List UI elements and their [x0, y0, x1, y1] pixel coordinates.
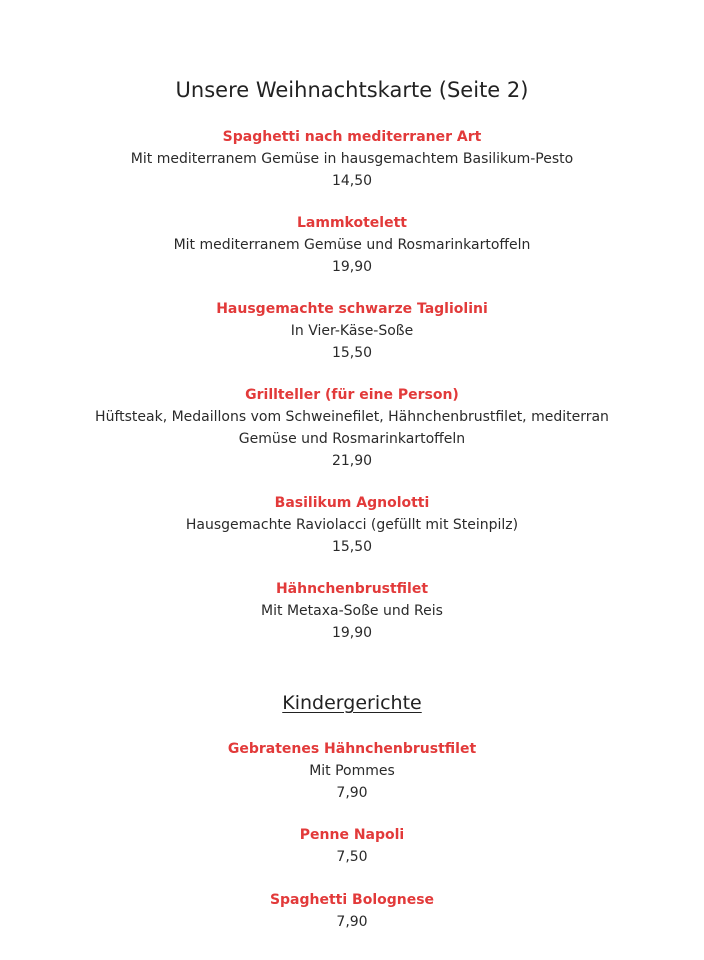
item-price: 7,90: [336, 785, 368, 801]
item-description: Mit mediterranem Gemüse und Rosmarinkartoffeln: [173, 237, 531, 253]
item-description: Mit mediterranem Gemüse in hausgemachtem Basilikum-Pesto: [130, 151, 574, 167]
item-price: 19,90: [331, 625, 373, 641]
item-price: 15,50: [331, 539, 373, 555]
item-price: 7,50: [336, 849, 368, 865]
menu-item: [20, 212, 684, 278]
item-name: Basilikum Agnolotti: [274, 495, 430, 511]
kids-section-heading: Kindergerichte: [282, 692, 422, 714]
page-title: Unsere Weihnachtskarte (Seite 2): [175, 78, 529, 102]
item-price: 21,90: [331, 453, 373, 469]
item-description: Gemüse und Rosmarinkartoffeln: [238, 431, 466, 447]
item-name: Hausgemachte schwarze Tagliolini: [216, 301, 488, 317]
item-name: Spaghetti nach mediterraner Art: [222, 129, 482, 145]
item-description: Hüftsteak, Medaillons vom Schweinefilet, Hähnchenbrustfilet, mediterran: [95, 409, 609, 425]
menu-item: [20, 126, 684, 192]
kids-menu-item: [20, 889, 684, 933]
item-name: Lammkotelett: [297, 215, 407, 231]
menu-item: [20, 578, 684, 644]
item-description: Hausgemachte Raviolacci (gefüllt mit Steinpilz): [185, 517, 519, 533]
item-name: Gebratenes Hähnchenbrustfilet: [227, 741, 477, 757]
item-price: 19,90: [331, 259, 373, 275]
item-price: 14,50: [331, 173, 373, 189]
kids-menu-item: [20, 738, 684, 804]
item-price: 7,90: [336, 914, 368, 930]
kids-menu-item: [20, 824, 684, 868]
item-price: 15,50: [331, 345, 373, 361]
item-name: Hähnchenbrustfilet: [275, 581, 429, 597]
menu-item: [20, 384, 684, 472]
item-description: In Vier-Käse-Soße: [290, 323, 414, 339]
menu-item: [20, 298, 684, 364]
item-name: Penne Napoli: [299, 827, 405, 843]
menu-item: [20, 492, 684, 558]
item-description: Mit Metaxa-Soße und Reis: [261, 603, 443, 619]
item-description: Mit Pommes: [309, 763, 395, 779]
item-name: Grillteller (für eine Person): [245, 387, 459, 403]
item-name: Spaghetti Bolognese: [269, 892, 435, 908]
